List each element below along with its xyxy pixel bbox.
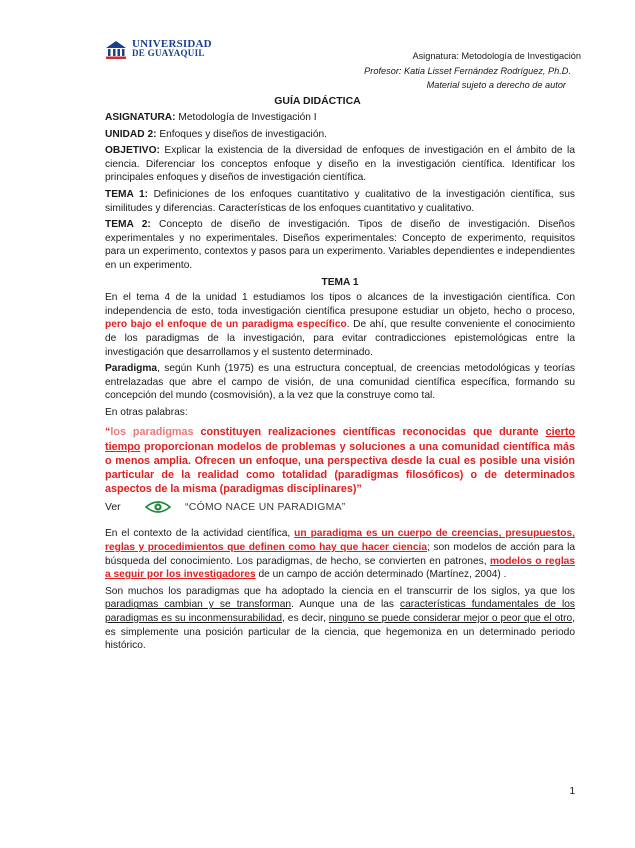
tema2-label: TEMA 2: xyxy=(105,219,151,231)
tema1-label: TEMA 1: xyxy=(105,188,149,200)
page-number: 1 xyxy=(569,786,575,797)
header-profesor: Profesor: Katia Lisset Fernández Rodríguez, Ph.D. xyxy=(364,66,571,76)
objetivo-text: Explicar la existencia de la diversidad de enfoques de investigación en el ámbito de la ciencia. Diferenciar los conceptos enfoque y diseño en la investigación científica. Identificar los principales enfoques y diseños de investigación científica. xyxy=(105,145,575,184)
university-emblem-icon xyxy=(104,38,128,60)
section-heading: TEMA 1 xyxy=(321,276,359,288)
historia-paragraph xyxy=(105,585,575,653)
contexto-paragraph xyxy=(105,527,575,581)
quote-underlined: cierto tiempo xyxy=(105,426,576,453)
document-body xyxy=(105,111,575,656)
intro-text-a: En el tema 4 de la unidad 1 estudiamos los tipos o alcances de la investigación científica. Con independencia de esto, toda investigación científica presupone estudiar un objeto, hecho o proceso, xyxy=(105,292,575,317)
asignatura-line xyxy=(105,111,575,125)
ver-label: Ver xyxy=(105,501,121,513)
quote-open: “ xyxy=(105,426,111,439)
contexto-highlight-2: modelos o reglas a seguir por los investigadores xyxy=(105,555,575,581)
asignatura-text: Metodología de Investigación I xyxy=(175,112,317,123)
historia-text-c: , es decir, xyxy=(282,613,329,625)
header-material: Material sujeto a derecho de autor xyxy=(426,80,566,90)
unidad-text: Enfoques y diseños de investigación. xyxy=(156,128,327,140)
tema1-text: Definiciones de los enfoques cuantitativo y cualitativo de la investigación científica, sus similitudes y diferencias. Características de los enfoques cuantitativo y cualitativo. xyxy=(105,188,575,214)
video-link-title[interactable]: “CÓMO NACE UN PARADIGMA” xyxy=(185,501,346,513)
logo-line-1: UNIVERSIDAD xyxy=(132,38,212,50)
tema2-paragraph xyxy=(105,218,575,272)
tema2-text: Concepto de diseño de investigación. Tipos de diseño de investigación. Diseños experimentales y no experimentales. Diseños experimentales: Concepto de experimento, requisitos para un experimento, contextos y pasos para un experimento. Variables dependientes e independientes en un experimento. xyxy=(105,219,575,271)
intro-paragraph xyxy=(105,291,575,359)
eye-icon[interactable] xyxy=(145,500,171,514)
quote-text-b: proporcionan modelos de problemas y soluciones a una comunidad científica más o menos amplia. Ofrecen un enfoque, una perspectiva desde la cual es posible una visión particular de la realidad como totalidad (paradigmas filosóficos) o de determinados aspectos de la misma (paradigmas disciplinares)” xyxy=(105,440,575,496)
contexto-highlight-1: un paradigma es un cuerpo de creencias, presupuestos, reglas y procedimientos que definen como hay que hacer ciencia xyxy=(105,528,576,554)
contexto-text-a: En el contexto de la actividad científica, xyxy=(105,528,295,540)
paradigma-definition: , según Kunh (1975) es una estructura conceptual, de creencias metodológicas y teorías entrelazadas que abre el campo de visión, de una comunidad científica específica, formando su concepción del mundo (cosmovisión), a la vez que la construye como tal. xyxy=(105,363,575,402)
unidad-line xyxy=(105,128,575,142)
quote-light-term: los paradigmas xyxy=(110,426,194,439)
contexto-text-c: de un campo de acción determinado (Martínez, 2004) . xyxy=(255,569,507,581)
objetivo-paragraph xyxy=(105,144,575,185)
logo-line-2: DE GUAYAQUIL xyxy=(132,48,205,58)
historia-underline-3: ninguno se puede considerar mejor o peor que el otro xyxy=(328,613,573,625)
objetivo-label: OBJETIVO: xyxy=(105,145,160,157)
otras-palabras: En otras palabras: xyxy=(105,406,188,418)
intro-text-b: . De ahí, que resulte conveniente el conocimiento de los paradigmas de la investigación, para evitar contradicciones epistemológicas entre la investigación que desarrollamos y el sustento determinado. xyxy=(105,319,575,358)
historia-text-b: . Aunque una de las xyxy=(291,599,401,611)
unidad-label: UNIDAD 2: xyxy=(105,128,157,140)
historia-text-d: , es simplemente una posición particular de la ciencia, que hegemoniza en un determinado periodo histórico. xyxy=(105,613,575,652)
historia-underline-1: paradigmas cambian y se transforman xyxy=(105,599,292,611)
paradigma-term: Paradigma xyxy=(105,363,158,375)
quote-text-a: constituyen realizaciones científicas reconocidas que durante xyxy=(193,426,546,439)
tema1-paragraph xyxy=(105,188,575,215)
video-link-row[interactable] xyxy=(105,499,575,515)
university-logo xyxy=(104,38,212,60)
historia-underline-2: características fundamentales de los paradigmas es su inconmensurabilidad xyxy=(105,599,575,625)
asignatura-label: ASIGNATURA: xyxy=(105,112,176,123)
intro-highlight: pero bajo el enfoque de un paradigma específico xyxy=(105,319,347,331)
paradigm-quote xyxy=(105,425,575,496)
page-title: GUÍA DIDÁCTICA xyxy=(274,95,361,107)
contexto-text-b: ; son modelos de acción para la búsqueda del conocimiento. Los paradigmas, de hecho, se convierten en patrones, xyxy=(105,542,576,567)
paradigma-paragraph xyxy=(105,362,575,403)
header-asignatura: Asignatura: Metodología de Investigación xyxy=(412,51,581,61)
historia-text-a: Son muchos los paradigmas que ha adoptado la ciencia en el transcurrir de los siglos, ya que los xyxy=(105,585,575,597)
